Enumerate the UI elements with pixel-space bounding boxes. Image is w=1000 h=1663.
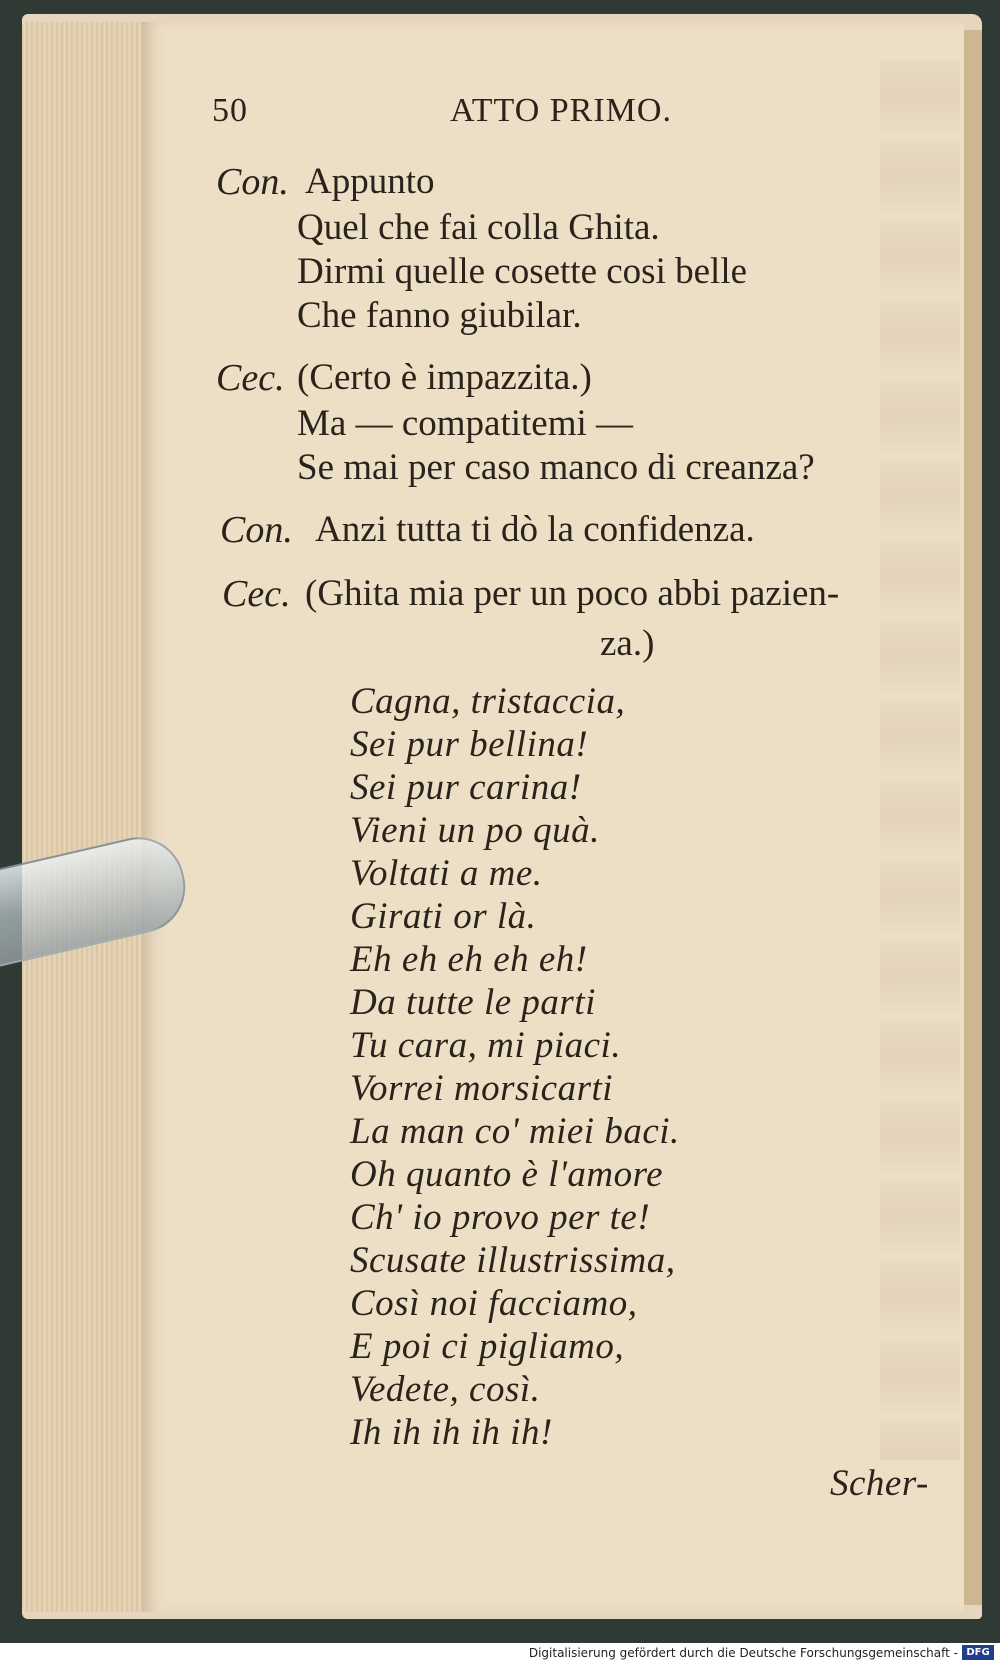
verse-line: Ih ih ih ih ih! xyxy=(350,1412,553,1453)
page-number: 50 xyxy=(212,92,248,129)
verse-line: Oh quanto è l'amore xyxy=(350,1154,664,1195)
speaker-label: Cec. xyxy=(216,357,285,399)
verse-line: Da tutte le parti xyxy=(350,982,596,1023)
speaker-label: Con. xyxy=(216,161,289,203)
running-head: ATTO PRIMO. xyxy=(450,92,672,129)
verse-line: Girati or là. xyxy=(350,896,537,937)
verse-line: Vorrei morsicarti xyxy=(350,1068,614,1109)
verse-line: Tu cara, mi piaci. xyxy=(350,1025,622,1066)
dialogue-line: za.) xyxy=(600,623,655,664)
dfg-logo: DFG xyxy=(962,1645,994,1660)
verse-line: Così noi facciamo, xyxy=(350,1283,638,1324)
dialogue-line: Appunto xyxy=(305,161,435,202)
dialogue-line: Ma — compatitemi — xyxy=(297,403,634,444)
verse-line: Scusate illustrissima, xyxy=(350,1240,676,1281)
verse-line: Voltati a me. xyxy=(350,853,543,894)
dialogue-line: Dirmi quelle cosette cosi belle xyxy=(297,251,748,292)
speaker-label: Con. xyxy=(220,509,293,551)
facing-page-edge xyxy=(964,30,982,1605)
funding-credit: Digitalisierung gefördert durch die Deutsche Forschungsgemeinschaft - xyxy=(528,1646,958,1660)
verse-line: La man co' miei baci. xyxy=(350,1111,680,1152)
dialogue-line: Che fanno giubilar. xyxy=(297,295,582,336)
dialogue-line: (Certo è impazzita.) xyxy=(297,357,592,398)
verse-line: Eh eh eh eh eh! xyxy=(350,939,588,980)
page-edges xyxy=(22,22,142,1612)
catchword: Scher- xyxy=(830,1463,929,1504)
verse-line: Cagna, tristaccia, xyxy=(350,681,626,722)
dialogue-line: Se mai per caso manco di creanza? xyxy=(297,447,815,488)
verse-line: Ch' io provo per te! xyxy=(350,1197,651,1238)
verse-line: E poi ci pigliamo, xyxy=(350,1326,625,1367)
verse-line: Sei pur bellina! xyxy=(350,724,589,765)
dialogue-line: Quel che fai colla Ghita. xyxy=(297,207,660,248)
verse-line: Sei pur carina! xyxy=(350,767,582,808)
show-through xyxy=(880,60,960,1460)
dialogue-line: Anzi tutta ti dò la confidenza. xyxy=(315,509,755,550)
speaker-label: Cec. xyxy=(222,573,291,615)
verse-line: Vieni un po quà. xyxy=(350,810,600,851)
verse-line: Vedete, così. xyxy=(350,1369,541,1410)
dialogue-line: (Ghita mia per un poco abbi pazien- xyxy=(305,573,840,614)
